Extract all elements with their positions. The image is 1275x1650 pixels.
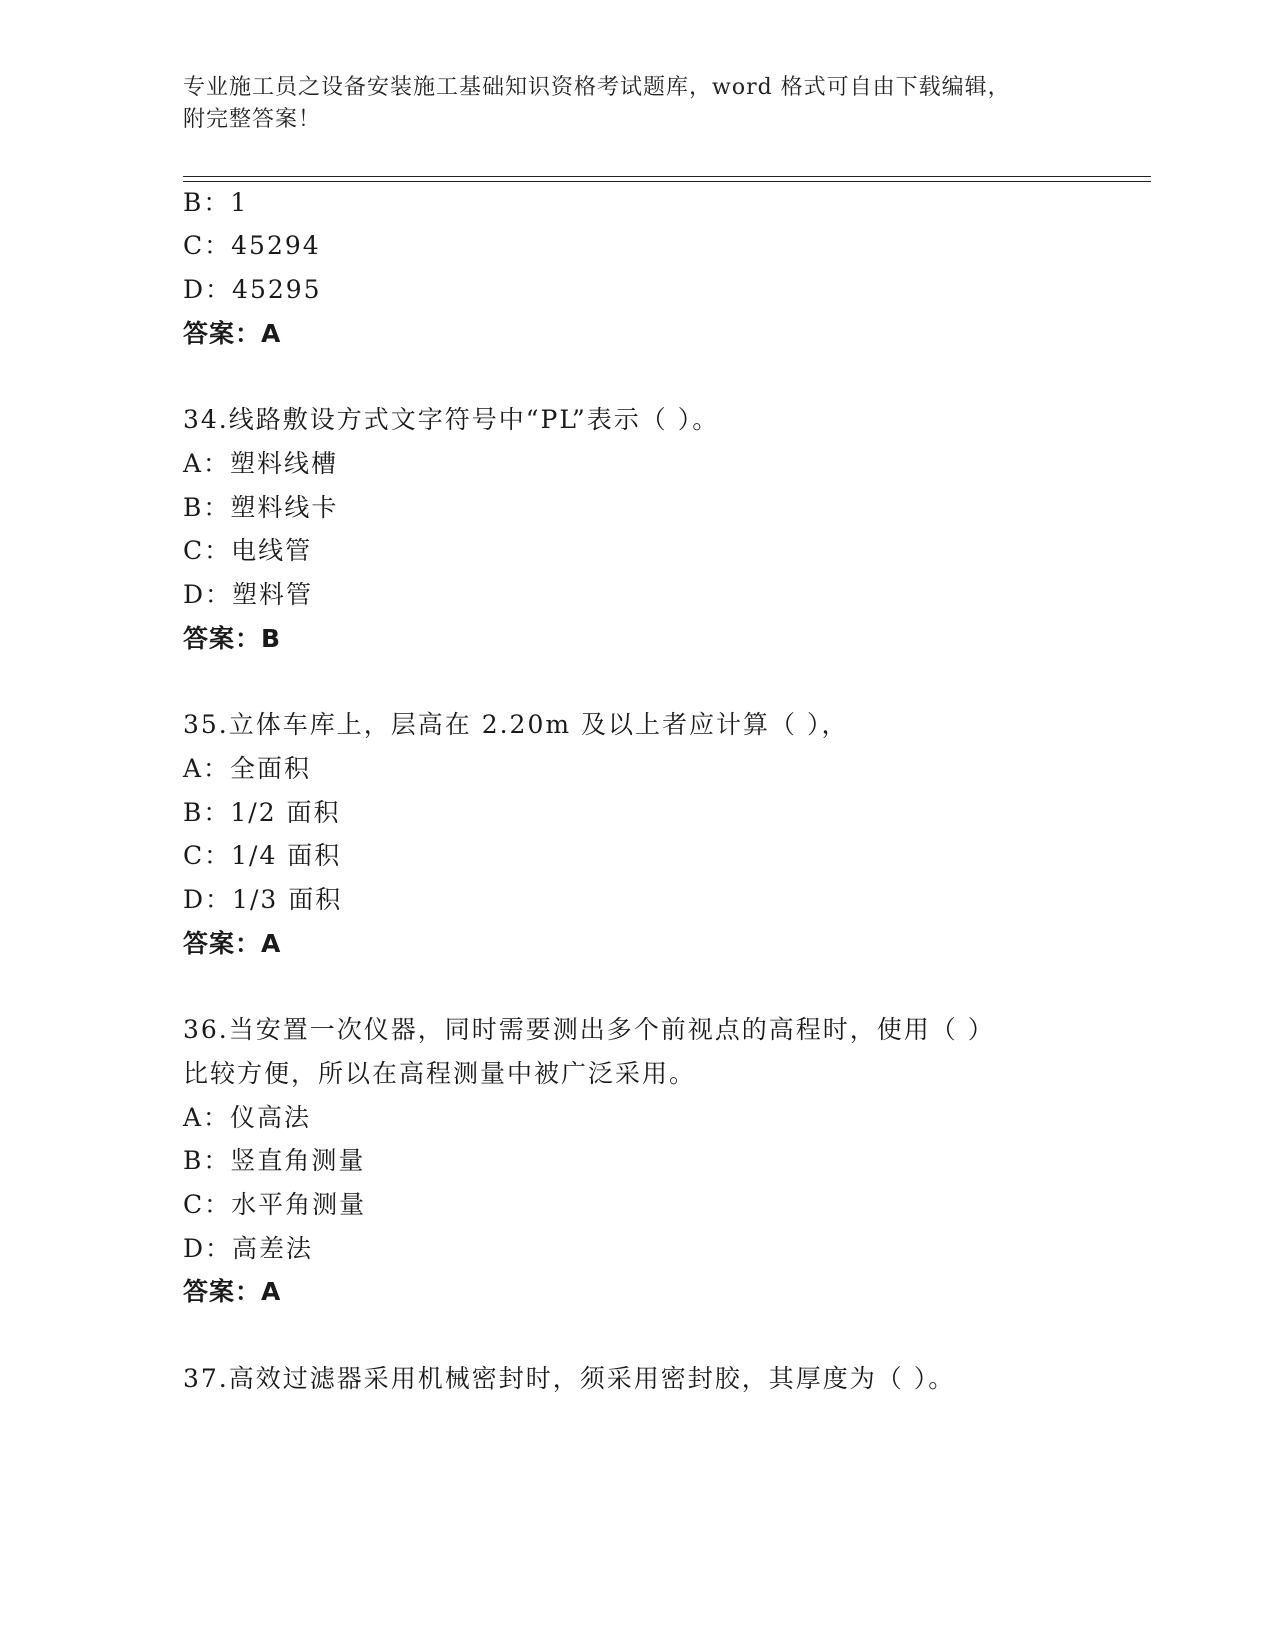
header-divider-bottom: [183, 181, 1151, 182]
question-34-option-c: C：电线管: [183, 536, 313, 565]
header-divider-top: [183, 176, 1151, 177]
question-36-option-c: C：水平角测量: [183, 1190, 367, 1219]
question-35-option-c: C：1/4 面积: [183, 841, 342, 870]
question-37-text: 37.高效过滤器采用机械密封时，须采用密封胶，其厚度为（ ）。: [183, 1364, 956, 1393]
option-b: B：1: [183, 188, 249, 217]
question-35-option-a: A：全面积: [183, 754, 312, 783]
question-36-answer: 答案：A: [183, 1277, 282, 1306]
question-34-option-a: A：塑料线槽: [183, 449, 339, 478]
question-35-answer: 答案：A: [183, 929, 282, 958]
header-line-2: 附完整答案！: [183, 107, 322, 132]
question-34-option-d: D：塑料管: [183, 580, 314, 609]
question-34-answer: 答案：B: [183, 624, 282, 653]
answer-label: 答案：A: [183, 319, 282, 348]
question-36-text-line-1: 36.当安置一次仪器，同时需要测出多个前视点的高程时，使用（ ）: [183, 1015, 995, 1044]
question-34-option-b: B：塑料线卡: [183, 493, 339, 522]
option-d: D：45295: [183, 275, 322, 304]
question-35-option-b: B：1/2 面积: [183, 798, 341, 827]
question-34-text: 34.线路敷设方式文字符号中“PL”表示（ ）。: [183, 405, 720, 434]
question-36-option-b: B：竖直角测量: [183, 1146, 366, 1175]
header-line-1: 专业施工员之设备安装施工基础知识资格考试题库，word 格式可自由下载编辑，: [183, 75, 1011, 100]
question-36-text-line-2: 比较方便，所以在高程测量中被广泛采用。: [183, 1059, 697, 1088]
option-c: C：45294: [183, 231, 321, 260]
question-35-option-d: D：1/3 面积: [183, 885, 343, 914]
question-36-option-d: D：高差法: [183, 1234, 314, 1263]
document-header: [183, 72, 1063, 136]
question-35-text: 35.立体车库上，层高在 2.20m 及以上者应计算（ ），: [183, 710, 849, 739]
question-36-option-a: A：仪高法: [183, 1103, 312, 1132]
